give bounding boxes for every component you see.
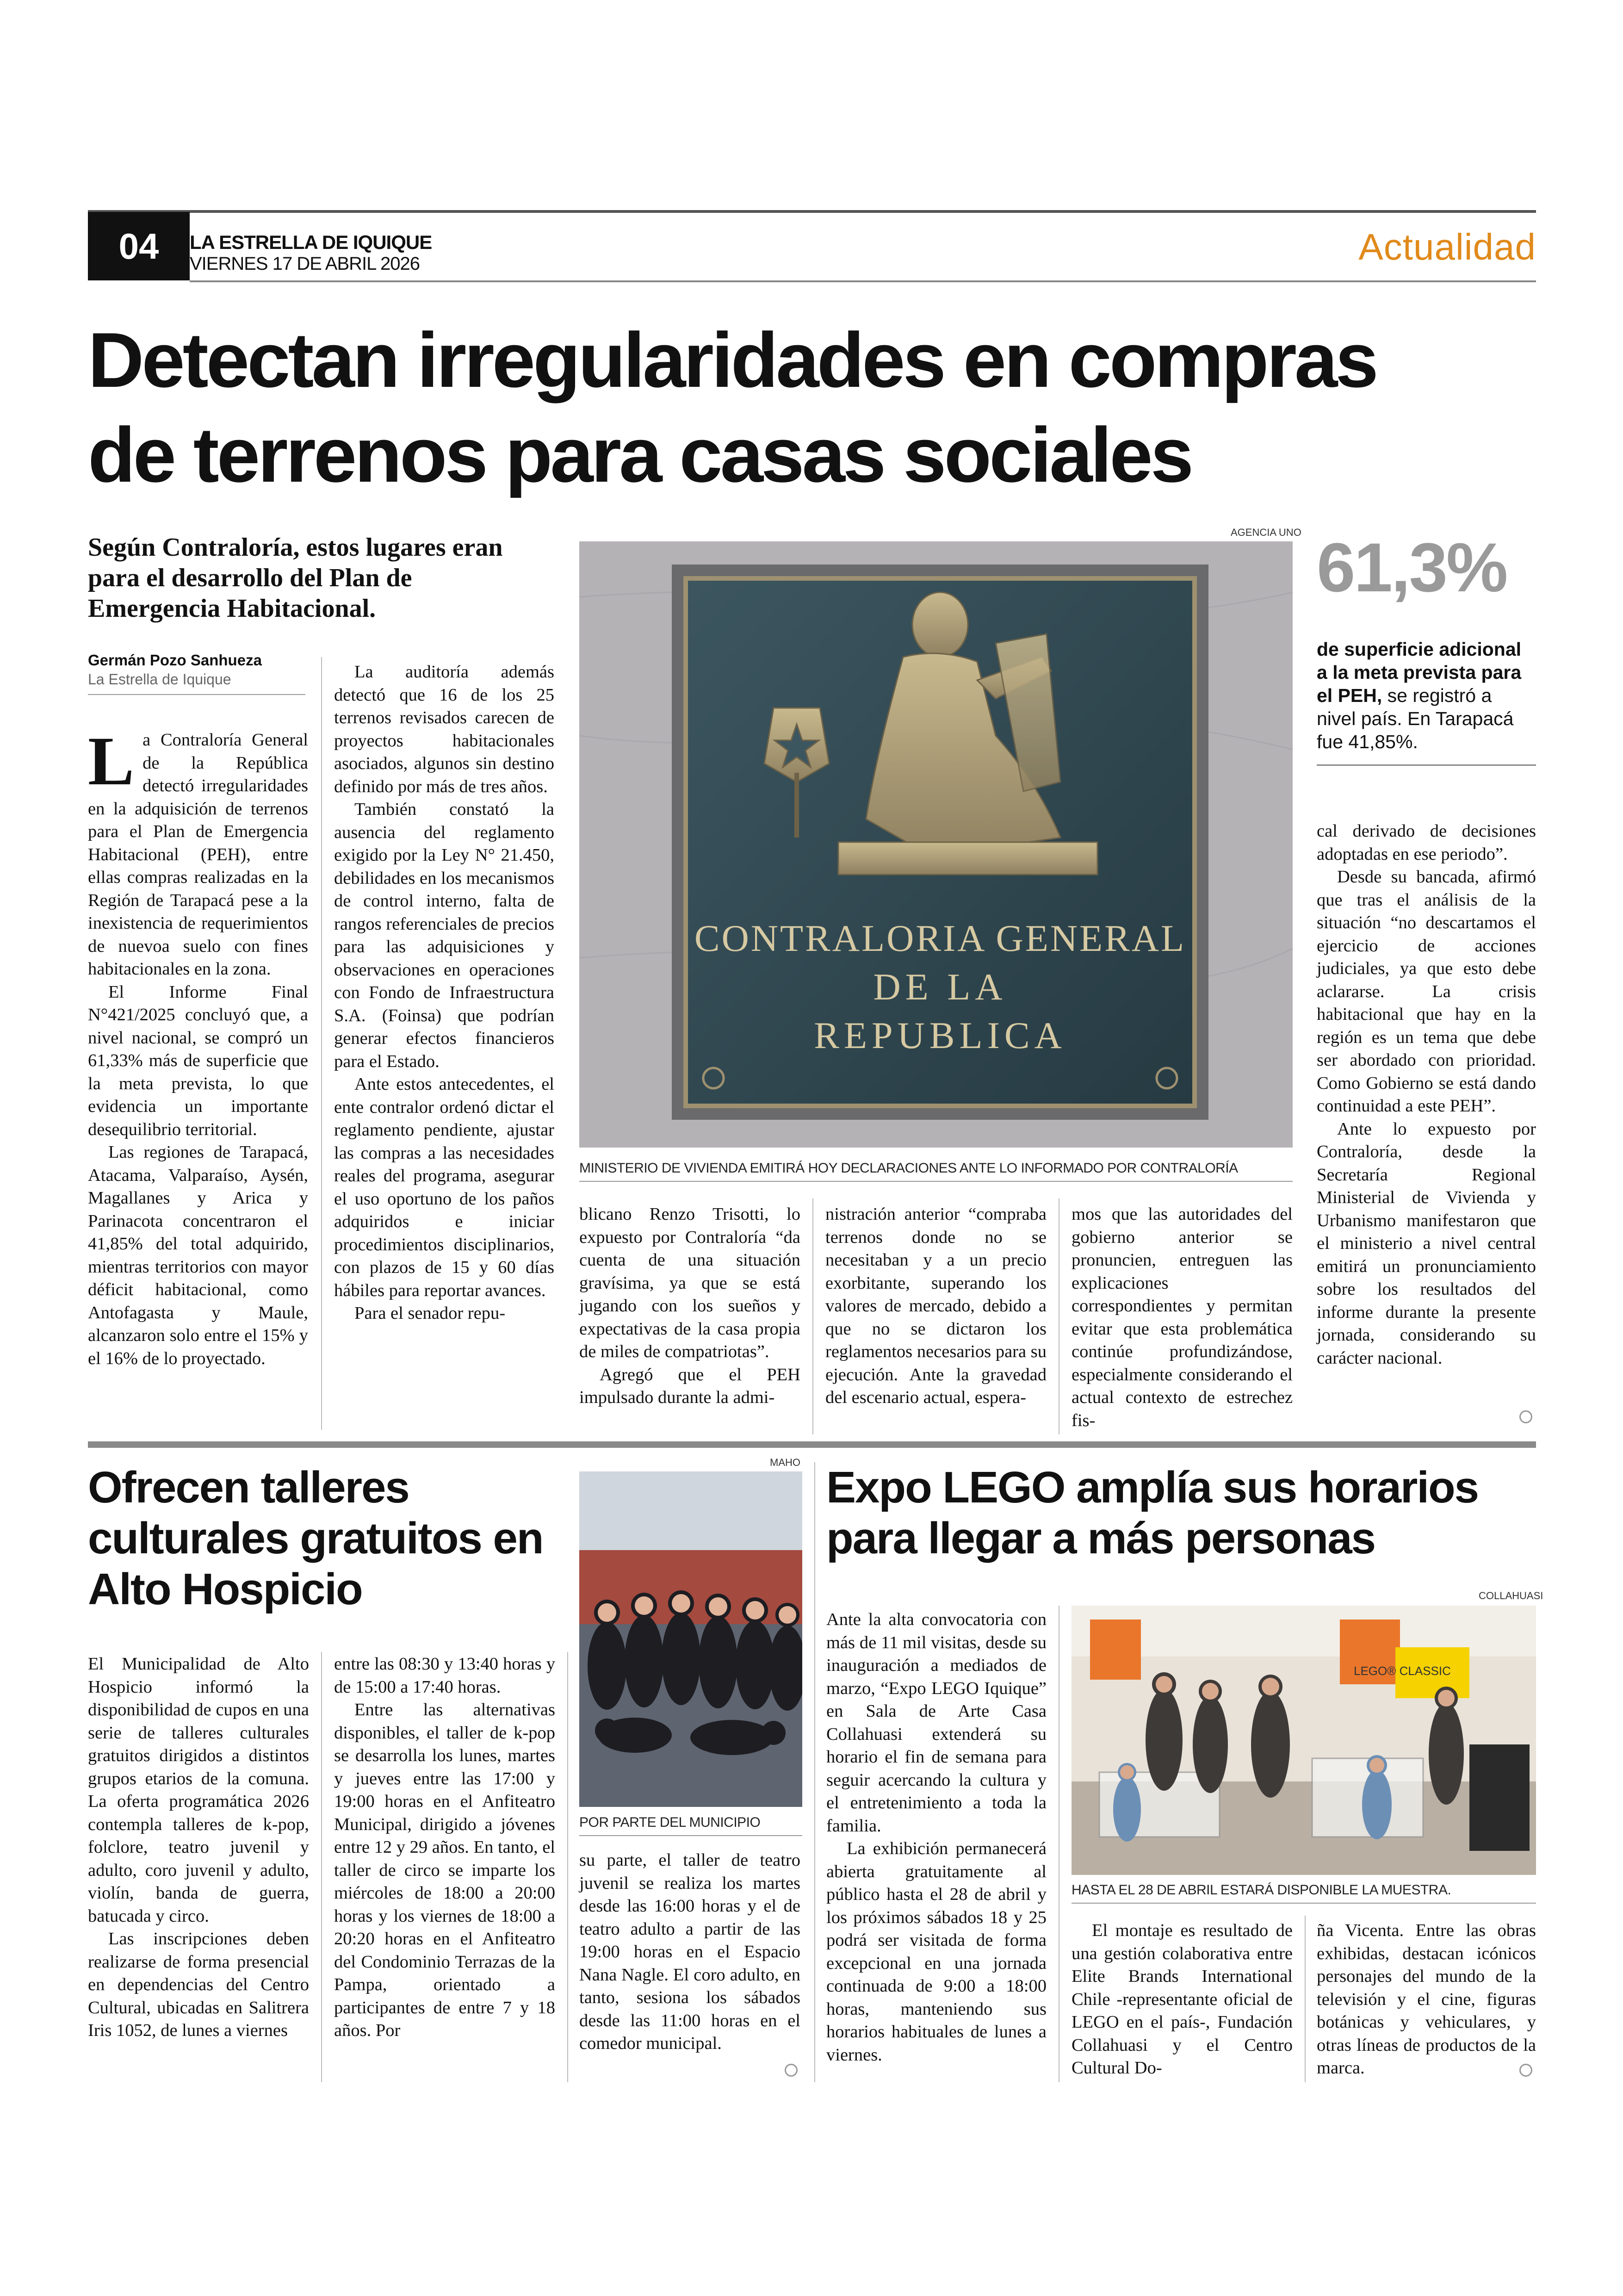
column-divider (812, 1198, 813, 1434)
paragraph: mos que las autoridades del gobierno anterior se pronuncien, entreguen las explicaciones correspondientes y permitan evitar que esta problemática continúe profundizándose, especialmente considerando el actual contexto de estrechez fis- (1072, 1204, 1293, 1430)
talleres-column-2 (334, 1653, 555, 2042)
lego-sign-text: LEGO® CLASSIC (1354, 1664, 1451, 1678)
main-column-5 (1072, 1203, 1293, 1432)
stat-bold-text: de superficie adicional a la meta prevista para el PEH, (1317, 639, 1522, 706)
end-mark-icon (785, 2064, 798, 2077)
main-column-2 (334, 661, 554, 1325)
paragraph: Las inscripciones deben realizarse de forma presencial en dependencias del Centro Cultural, ubicadas en Salitrera Iris 1052, de lunes a viernes (88, 1929, 309, 2040)
paragraph: Para el senador repu- (354, 1303, 506, 1323)
plaque-text-line-3: REPUBLICA (814, 1014, 1066, 1056)
issue-date: VIERNES 17 DE ABRIL 2026 (190, 254, 420, 274)
photo-caption: POR PARTE DEL MUNICIPIO (579, 1815, 761, 1830)
section-divider (88, 1441, 1536, 1448)
author-rule (88, 694, 305, 695)
stat-rest-text: se registró a nivel país. En Tarapacá fue 41,85%. (1317, 685, 1514, 752)
paragraph: Las regiones de Tarapacá, Atacama, Valparaíso, Aysén, Magallanes y Arica y Parinacota concentraron el 41,85% del total adquirido, mientras territorios con mayor déficit habitacional, como Antofagasta y Maule, alcanzaron solo entre el 15% y el 16% de lo proyectado. (88, 1142, 308, 1368)
plaque-image (579, 541, 1293, 1148)
main-column-1 (88, 723, 308, 1370)
article-divider (814, 1462, 815, 2082)
photo-caption: HASTA EL 28 DE ABRIL ESTARÁ DISPONIBLE LA MUESTRA. (1072, 1882, 1451, 1898)
photo-credit: AGENCIA UNO (1231, 527, 1301, 538)
lego-column-3 (1317, 1919, 1536, 2080)
talleres-headline: Ofrecen talleres culturales gratuitos en Alto Hospicio (88, 1463, 543, 1614)
drop-cap: L (88, 723, 135, 800)
column-divider (321, 1652, 322, 2082)
paragraph: El Informe Final N°421/2025 concluyó que, a nivel nacional, se compró un 61,33% más de superficie que la meta prevista, lo que evidencia un importante desequilibrio territorial. (88, 982, 308, 1139)
paragraph: Ante estos antecedentes, el ente contralor ordenó dictar el reglamento pendiente, ajustar las compras a las necesidades reales del programa, asegurar el uso oportuno de los paños adquiridos e iniciar procedimientos disciplinarios, con plazos de 15 y 60 días hábiles para reportar avances. (334, 1074, 554, 1300)
author-name: Germán Pozo Sanhueza (88, 652, 262, 669)
paragraph: La auditoría además detectó que 16 de los 25 terrenos revisados carecen de proyectos habitacionales asociados, algunos sin destino definido por más de tres años. (334, 662, 554, 796)
lego-exhibition-photo (1072, 1606, 1536, 1875)
paragraph: También constató la ausencia del reglamento exigido por la Ley N° 21.450, debilidades en los mecanismos de control interno, falta de rangos referenciales de precios para las adquisiciones y observaciones en operaciones con Fondo de Infraestructura S.A. (Foinsa) que podrían generar efectos financieros para el Estado. (334, 800, 554, 1071)
paragraph: nistración anterior “compraba terrenos donde no se necesitaban y a un precio exorbitante, superando los valores de mercado, debido a que no se dictaron los reglamentos necesarios para su ejecución. Ante la gravedad del escenario actual, espera- (825, 1204, 1047, 1407)
section-label: Actualidad (1358, 226, 1536, 267)
paragraph: La exhibición permanecerá abierta gratuitamente al público hasta el 28 de abril y los próximos sábados 18 y 25 podrá ser visitada de forma excepcional en una jornada continuada de 9:00 a 18:00 horas, manteniendo sus horarios habituales de lunes a viernes. (826, 1839, 1047, 2065)
plaque-text-line-2: DE LA (873, 966, 1007, 1008)
lego-column-2 (1072, 1919, 1293, 2080)
main-headline (88, 313, 1536, 503)
headline-line-2: de terrenos para casas sociales (88, 411, 1192, 498)
lego-column-1 (826, 1608, 1047, 2066)
photo-credit: MAHO (770, 1457, 800, 1468)
paragraph: El Municipalidad de Alto Hospicio informó la disponibilidad de cupos en una serie de talleres culturales gratuitos dirigidos a distintos grupos etarios de la comuna. La oferta programática 2026 contempla talleres de k-pop, folclore, teatro juvenil y adulto, coro juvenil y adulto, violín, banda de guerra, batucada y circo. (88, 1654, 309, 1926)
workshop-group-photo (579, 1471, 802, 1807)
caption-rule (1072, 1903, 1536, 1904)
author-organization: La Estrella de Iquique (88, 671, 231, 688)
paragraph: Ante lo expuesto por Contraloría, desde la Secretaría Regional Ministerial de Vivienda y Urbanismo manifestaron que el ministerio a nivel central emitirá un pronunciamiento sobre los resultados del informe durante la presente jornada, considerando su carácter nacional. (1317, 1119, 1536, 1368)
paragraph: cal derivado de decisiones adoptadas en ese periodo”. (1317, 821, 1536, 864)
contraloria-plaque-photo (579, 541, 1293, 1148)
exhibition-image (1072, 1606, 1536, 1875)
column-divider (321, 657, 322, 1430)
paragraph: su parte, el taller de teatro juvenil se realiza los martes desde las 16:00 horas y el de teatro adulto a partir de las 19:00 horas en el Espacio Nana Nagle. El coro adulto, en tanto, sesiona los sábados desde las 11:00 horas en el comedor municipal. (579, 1850, 800, 2053)
photo-credit: COLLAHUASI (1479, 1590, 1543, 1601)
paragraph: Desde su bancada, afirmó que tras el análisis de la situación “no descartamos el ejercicio de acciones judiciales, ya que esto debe aclararse. La crisis habitacional que hay en la región es un tema que debe ser abordado con prioridad. Como Gobierno se está dando continuidad a este PEH”. (1317, 867, 1536, 1116)
paragraph: entre las 08:30 y 13:40 horas y de 15:00 a 17:40 horas. (334, 1654, 555, 1697)
photo-caption: MINISTERIO DE VIVIENDA EMITIRÁ HOY DECLARACIONES ANTE LO INFORMADO POR CONTRALORÍA (579, 1160, 1238, 1176)
paragraph: ña Vicenta. Entre las obras exhibidas, destacan icónicos personajes del mundo de la televisión y el cine, figuras botánicas y vehiculares, y otras líneas de productos de la marca. (1317, 1921, 1536, 2078)
article-deck: Según Contraloría, estos lugares eran para el desarrollo del Plan de Emergencia Habitacional. (88, 533, 503, 623)
end-mark-icon (1519, 2064, 1532, 2077)
column-divider (1305, 1916, 1306, 2082)
stat-value: 61,3% (1317, 528, 1507, 606)
paragraph: Entre las alternativas disponibles, el taller de k-pop se desarrolla los lunes, martes y jueves entre las 17:00 y 19:00 horas en el Anfiteatro Municipal, dirigido a jóvenes entre 12 y 29 años. En tanto, el taller de circo se imparte los miércoles de 18:00 a 20:00 horas y los viernes de 18:00 a 20:20 horas en el Anfiteatro del Condominio Terrazas de la Pampa, orientado a participantes de entre 7 y 18 años. Por (334, 1700, 555, 2040)
end-mark-icon (1519, 1410, 1532, 1423)
caption-rule (579, 1181, 1293, 1182)
plaque-text-line-1: CONTRALORIA GENERAL (694, 917, 1186, 959)
talleres-column-1 (88, 1653, 309, 2042)
talleres-column-3 (579, 1849, 800, 2055)
headline-line-1: Detectan irregularidades en compras (88, 316, 1376, 403)
paragraph: Agregó que el PEH impulsado durante la admi- (579, 1365, 800, 1407)
column-divider (567, 1652, 568, 2082)
paragraph: blicano Renzo Trisotti, lo expuesto por Contraloría “da cuenta de una situación gravísima, ya que se está jugando con los sueños y expectativas de la casa propia de miles de compatriotas”. (579, 1204, 800, 1361)
main-column-3 (579, 1203, 800, 1409)
paragraph: El montaje es resultado de una gestión colaborativa entre Elite Brands International Chile -representante oficial de LEGO en el país-, Fundación Collahuasi y el Centro Cultural Do- (1072, 1921, 1293, 2078)
stat-rule (1317, 764, 1536, 766)
top-rule (88, 210, 1536, 213)
group-image (579, 1471, 802, 1807)
paragraph: La Contraloría General de la República detectó irregularidades en la adquisición de terrenos para el Plan de Emergencia Habitacional (PEH), entre ellas compras realizadas en la Región de Tarapacá pese a la inexistencia de requerimientos de nuevoa suelo con fines habitacionales en la zona. (88, 723, 308, 979)
paragraph: Ante la alta convocatoria con más de 11 mil visitas, desde su inauguración a mediados de marzo, “Expo LEGO Iquique” en Sala de Arte Casa Collahuasi extenderá su horario el fin de semana para seguir acercando la cultura y el entretenimiento a toda la familia. (826, 1610, 1047, 1836)
main-column-6 (1317, 820, 1536, 1370)
caption-rule (579, 1835, 802, 1836)
stat-description (1317, 638, 1534, 753)
page-number: 04 (88, 212, 190, 280)
lego-headline: Expo LEGO amplía sus horarios para llegar a más personas (826, 1463, 1479, 1563)
newspaper-name: LA ESTRELLA DE IQUIQUE (190, 231, 432, 253)
main-column-4 (825, 1203, 1047, 1409)
header-rule (190, 280, 1536, 282)
